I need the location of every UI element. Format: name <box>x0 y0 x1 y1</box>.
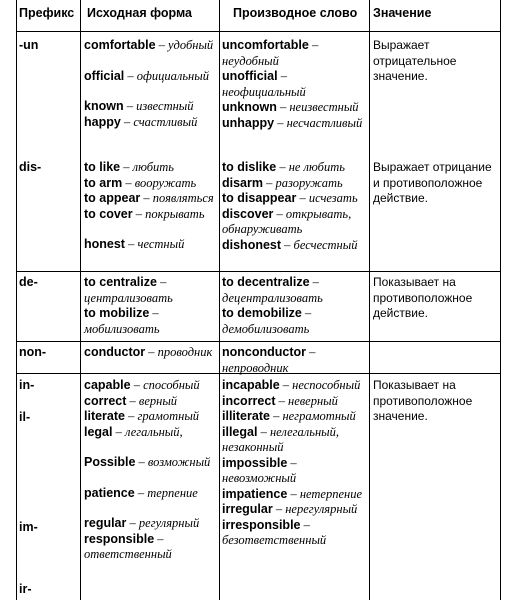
word-entry: illegal – нелегальный, незаконный <box>222 424 339 454</box>
table-vline <box>219 0 220 600</box>
meaning-in: Показывает на противоположное значение. <box>373 378 473 423</box>
prefix-in: in- <box>19 378 35 392</box>
prefix-im: im- <box>19 520 38 534</box>
table-hline <box>16 271 501 272</box>
derived-cell-in <box>222 378 366 549</box>
header-meaning: Значение <box>373 6 432 20</box>
word-entry: literate – грамотный <box>84 409 200 423</box>
original-cell-non <box>84 345 218 361</box>
meaning-dis: Выражает отрицание и противоположное действие. <box>373 160 492 205</box>
table-vline <box>16 0 17 600</box>
word-entry: discover – открывать, обнаруживать <box>222 206 352 236</box>
word-entry: unknown – неизвестный <box>222 100 359 114</box>
word-entry: incorrect – неверный <box>222 393 338 408</box>
word-entry: honest – честный <box>84 237 185 251</box>
word-entry: incapable – неспособный <box>222 378 361 392</box>
derived-cell-dis <box>222 160 366 253</box>
word-entry: happy – счастливый <box>84 114 198 129</box>
word-entry: known – известный <box>84 99 194 113</box>
word-entry: to centralize – централизовать <box>84 275 173 305</box>
table-vline <box>500 0 501 600</box>
word-entry: irresponsible – безответственный <box>222 517 327 547</box>
header-original: Исходная форма <box>87 6 192 20</box>
word-entry: uncomfortable – неудобный <box>222 38 319 68</box>
word-entry: conductor – проводник <box>84 345 213 359</box>
original-cell-in <box>84 378 218 563</box>
word-entry: illiterate – неграмотный <box>222 409 356 423</box>
table-hline <box>16 31 501 32</box>
prefix-il: il- <box>19 410 31 424</box>
meaning-de: Показывает на противоположное действие. <box>373 275 473 320</box>
word-entry: Possible – возможный <box>84 455 211 469</box>
word-entry: nonconductor – непроводник <box>222 345 316 375</box>
word-entry: to mobilize – мобилизовать <box>84 306 160 336</box>
word-entry: disarm – разоружать <box>222 175 343 190</box>
word-entry: official – официальный <box>84 68 209 83</box>
word-entry: impossible – невозможный <box>222 455 297 485</box>
prefix-non: non- <box>19 345 47 359</box>
derived-cell-un <box>222 38 366 131</box>
derived-cell-de <box>222 275 366 337</box>
word-entry: patience – терпение <box>84 485 198 500</box>
word-entry: capable – способный <box>84 378 200 392</box>
word-entry: to arm – вооружать <box>84 175 197 190</box>
prefix-un: -un <box>19 38 39 52</box>
original-cell-dis <box>84 160 218 253</box>
word-entry: to demobilize – демобилизовать <box>222 306 312 336</box>
word-entry: regular – регулярный <box>84 516 200 530</box>
prefix-ir: ir- <box>19 582 32 596</box>
word-entry: irregular – нерегулярный <box>222 502 358 516</box>
word-entry: comfortable – удобный <box>84 38 214 52</box>
word-entry: correct – верный <box>84 393 178 408</box>
word-entry: unofficial – неофициальный <box>222 69 306 99</box>
header-prefix: Префикс <box>19 6 75 20</box>
prefix-dis: dis- <box>19 160 42 174</box>
table-vline <box>80 0 81 600</box>
word-entry: dishonest – бесчестный <box>222 237 358 252</box>
word-entry: to disappear – исчезать <box>222 191 358 205</box>
word-entry: to dislike – не любить <box>222 160 345 174</box>
word-entry: impatience – нетерпение <box>222 486 363 501</box>
word-entry: to appear – появляться <box>84 191 214 205</box>
word-entry: to cover – покрывать <box>84 206 205 221</box>
header-derived: Производное слово <box>233 6 358 20</box>
derived-cell-non <box>222 345 366 376</box>
word-entry: legal – легальный, <box>84 424 183 439</box>
word-entry: unhappy – несчастливый <box>222 115 363 130</box>
meaning-un: Выражает отрицательное значение. <box>373 38 457 83</box>
original-cell-de <box>84 275 218 337</box>
table-hline <box>16 341 501 342</box>
prefix-de: de- <box>19 275 38 289</box>
word-entry: to like – любить <box>84 160 174 174</box>
word-entry: to decentralize – децентрализовать <box>222 275 323 305</box>
table-vline <box>369 0 370 600</box>
word-entry: responsible – ответственный <box>84 531 172 561</box>
original-cell-un <box>84 38 218 130</box>
